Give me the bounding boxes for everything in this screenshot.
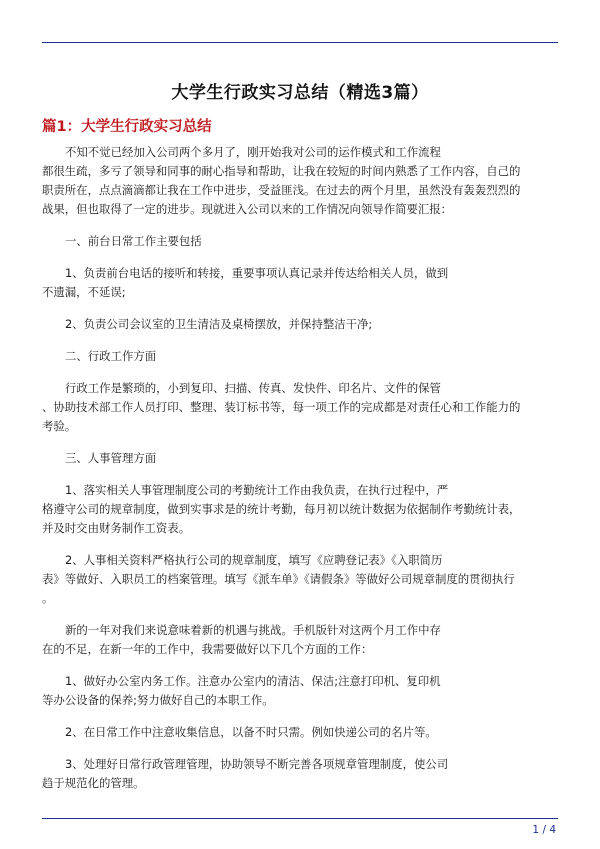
- text-line: 并及时交由财务制作工资表。: [42, 521, 191, 535]
- text-line: 新的一年对我们来说意味着新的机遇与挑战。手机版针对这两个月工作中存: [65, 623, 441, 637]
- paragraph-item: [42, 481, 558, 538]
- paragraph-item: [42, 723, 558, 742]
- text-line: 三、人事管理方面: [65, 451, 157, 465]
- text-line: 2、在日常工作中注意收集信息，以备不时只需。例如快递公司的名片等。: [65, 725, 437, 739]
- text-line: 在的不足，在新一年的工作中，我需要做好以下几个方面的工作：: [42, 642, 373, 656]
- text-line: 2、负责公司会议室的卫生清洁及桌椅摆放，并保持整洁干净;: [65, 317, 373, 331]
- text-line: 行政工作是繁琐的，小到复印、扫描、传真、发快件、印名片、文件的保管: [65, 381, 441, 395]
- text-line: 趋于规范化的管理。: [42, 776, 145, 790]
- paragraph-item: [42, 379, 558, 436]
- text-line: 、协助技术部工作人员打印、整理、装订标书等，每一项工作的完成都是对责任心和工作能力的: [42, 400, 521, 414]
- page-number: 1 / 4: [532, 824, 556, 836]
- subheading-hr: [42, 449, 558, 468]
- text-line: 2、人事相关资料严格执行公司的规章制度，填写《应聘登记表》《入职简历: [65, 553, 443, 567]
- text-line: 表》等做好、入职员工的档案管理。填写《派车单》《请假条》等做好公司规章制度的贯彻执行: [42, 572, 515, 586]
- document-title: 大学生行政实习总结（精选3篇）: [171, 83, 429, 103]
- text-line: 等办公设备的保养;努力做好自己的本职工作。: [42, 693, 274, 707]
- subheading-front-desk: [42, 232, 558, 251]
- text-line: 1、做好办公室内务工作。注意办公室内的清洁、保洁;注意打印机、复印机: [65, 674, 441, 688]
- text-line: 。: [42, 591, 54, 605]
- text-line: 1、负责前台电话的接听和转接，重要事项认真记录并传达给相关人员，做到: [65, 266, 449, 280]
- subheading-admin-work: [42, 347, 558, 366]
- paragraph-new-year: [42, 621, 558, 659]
- paragraph-item: [42, 315, 558, 334]
- text-line: 二、行政工作方面: [65, 349, 157, 363]
- paragraph-intro: [42, 143, 558, 219]
- text-line: 都很生疏，多亏了领导和同事的耐心指导和帮助，让我在较短的时间内熟悉了工作内容，自己的: [42, 164, 521, 178]
- text-line: 战果，但也取得了一定的进步。现就进入公司以来的工作情况向领导作简要汇报：: [42, 202, 453, 216]
- footer-rule: [42, 818, 558, 819]
- text-line: 格遵守公司的规章制度，做到实事求是的统计考勤，每月初以统计数据为依据制作考勤统计表，: [42, 502, 521, 516]
- text-line: 一、前台日常工作主要包括: [65, 234, 202, 248]
- text-line: 考验。: [42, 419, 77, 433]
- document-body: [42, 143, 558, 793]
- paragraph-item: [42, 264, 558, 302]
- header-rule: [42, 42, 558, 43]
- text-line: 不知不觉已经加入公司两个多月了，刚开始我对公司的运作模式和工作流程: [65, 145, 441, 159]
- text-line: 不遗漏，不延误;: [42, 285, 126, 299]
- paragraph-item: [42, 672, 558, 710]
- paragraph-item: [42, 755, 558, 793]
- text-line: 1、落实相关人事管理制度公司的考勤统计工作由我负责，在执行过程中，严: [65, 483, 449, 497]
- text-line: 3、处理好日常行政管理管理，协助领导不断完善各项规章管理制度，使公司: [65, 757, 449, 771]
- paragraph-item: [42, 551, 558, 608]
- text-line: 职责所在，点点滴滴都让我在工作中进步，受益匪浅。在过去的两个月里，虽然没有轰轰烈烈的: [42, 183, 521, 197]
- section-heading: 篇1：大学生行政实习总结: [42, 119, 212, 135]
